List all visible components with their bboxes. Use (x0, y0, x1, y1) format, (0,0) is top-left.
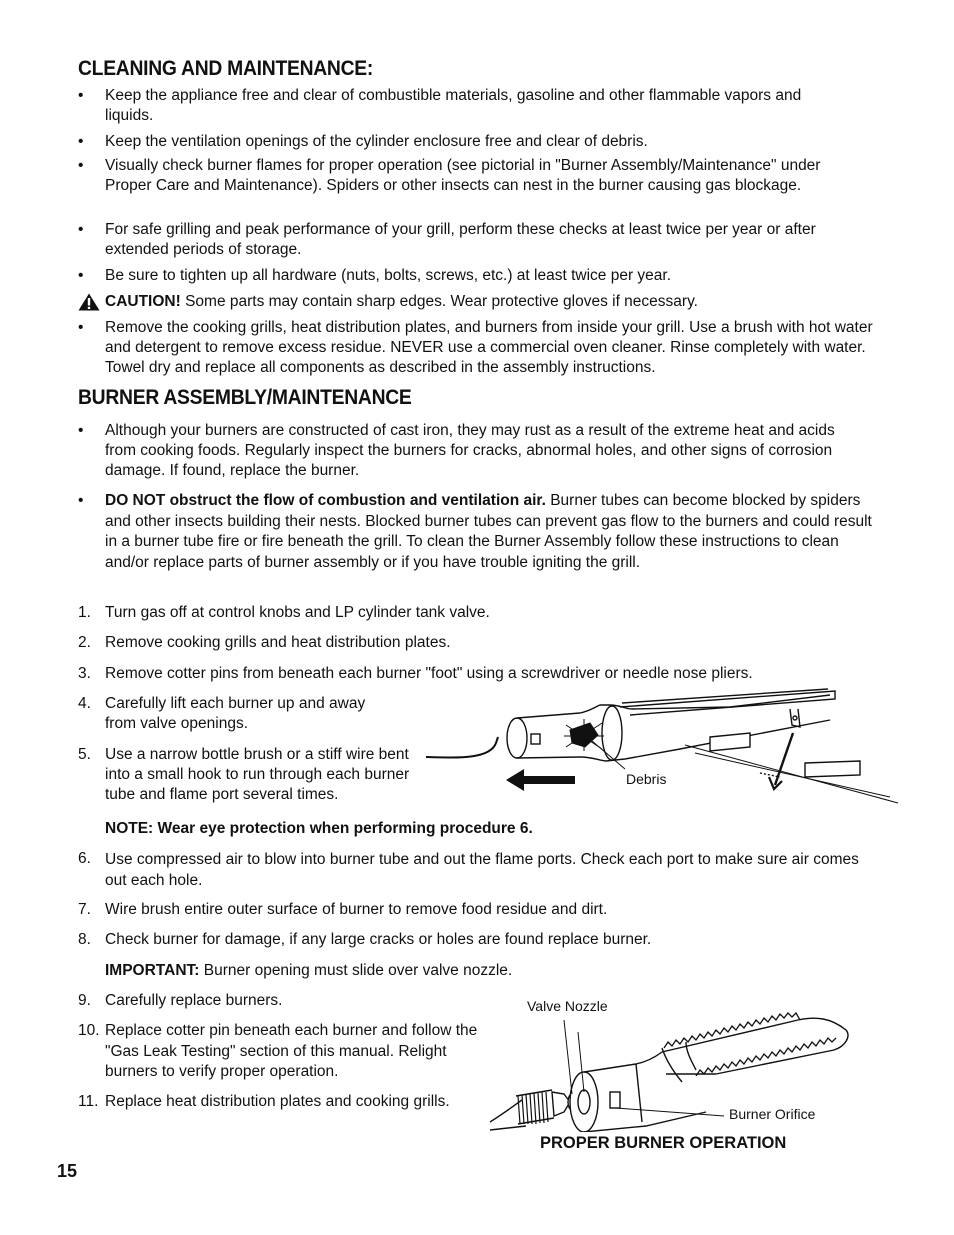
burner-orifice-label: Burner Orifice (729, 1106, 816, 1122)
valve-nozzle-label: Valve Nozzle (527, 998, 608, 1014)
bullet-marker: • (78, 221, 84, 238)
page-number: 15 (57, 1161, 78, 1181)
bullet-marker: • (78, 267, 84, 284)
bullet-marker: • (78, 157, 84, 174)
caution-text: Some parts may contain sharp edges. Wear protective gloves if necessary. (180, 293, 698, 310)
bullet-marker: • (78, 319, 84, 336)
bullet-marker: • (78, 492, 84, 509)
bullet-marker: • (78, 133, 84, 150)
manual-page: CLEANING AND MAINTENANCE: • Keep the appliance free and clear of combustible materials, gasoline and other flammable vapors and liquids. • Keep the ventilation openings of the cylinder enclosure free and clear of debris. • Visually check burner flames for proper operation (see pictorial in "Burner Assembly/Maintenance" under Proper Care and Maintenance). Spiders or other insects can nest in the burner causing gas blockage. • For safe grilling and peak performance of your grill, perform these checks at least twice per year or after extended periods of storage. • Be sure to tighten up all hardware (nuts, bolts, screws, etc.) at least twice per year. CAUTION! Some parts may contain sharp edges. Wear protective gloves if necessary. • Remove the cooking grills, heat distribution plates, and burners from inside your grill. Use a brush with hot water and detergent to remove excess residue. NEVER use a commercial oven cleaner. Rinse completely with water. Towel dry and replace all components as described in the assembly instructions. BURNER ASSEMBLY/MAINTENANCE • Although your burners are constructed of cast iron, they may rust as a result of the extreme heat and acids from cooking foods. Regularly inspect the burners for cracks, abnormal holes, and other signs of corrosion damage. If found, replace the burner. • DO NOT obstruct the flow of combustion and ventilation air. Burner tubes can become blocked by spiders and other insects building their nests. Blocked burner tubes can prevent gas flow to the burners and could result in a burner tube fire or fire beneath the grill. To clean the Burner Assembly follow these instructions to clean and/or replace parts of burner assembly or if you have trouble igniting the grill. 1. Turn gas off at control knobs and LP cylinder tank valve. 2. Remove cooking grills and heat distribution plates. 3. Remove cotter pins from beneath each burner "foot" using a screwdriver or needle nose pliers. 4. Carefully lift each burner up and away from valve openings. 5. Use a narrow bottle brush or a stiff wire bent into a small hook to run through each burner tube and flame port several times. Debris NOTE: Wear eye protection when performing procedure 6. 6. Use compressed air to blow into burner tube and out the flame ports. Check each port to make sure air comes out each hole. 7. Wire brush entire outer surface of burner to remove food residue and dirt. 8. Check burner for damage, if any large cracks or holes are found replace burner. IMPORTANT: Burner opening must slide over valve nozzle. 9. Carefully replace burners. 10. Replace cotter pin beneath each burner and follow the "Gas Leak Testing" section of this manual. Relight burners to verify proper operation. 11. Replace heat distribution plates and cooking grills. Valve Nozzle Burner Orifice PROPER BURNER OPERATION 15 (0, 0, 954, 1235)
figure-caption: PROPER BURNER OPERATION (540, 1134, 787, 1152)
procedure-6-note: NOTE: Wear eye protection when performing procedure 6. (105, 820, 533, 837)
burner-cleaning-figure (420, 685, 900, 810)
cleaning-heading: CLEANING AND MAINTENANCE: (78, 57, 374, 80)
bullet-marker: • (78, 422, 84, 439)
burner-heading: BURNER ASSEMBLY/MAINTENANCE (78, 386, 412, 409)
important-note: IMPORTANT: Burner opening must slide over valve nozzle. (105, 962, 513, 979)
bullet-marker: • (78, 87, 84, 104)
caution-label: CAUTION! (105, 293, 181, 310)
debris-label: Debris (626, 771, 667, 787)
proper-burner-operation-figure (486, 1012, 886, 1132)
warning-triangle-icon (78, 293, 100, 311)
